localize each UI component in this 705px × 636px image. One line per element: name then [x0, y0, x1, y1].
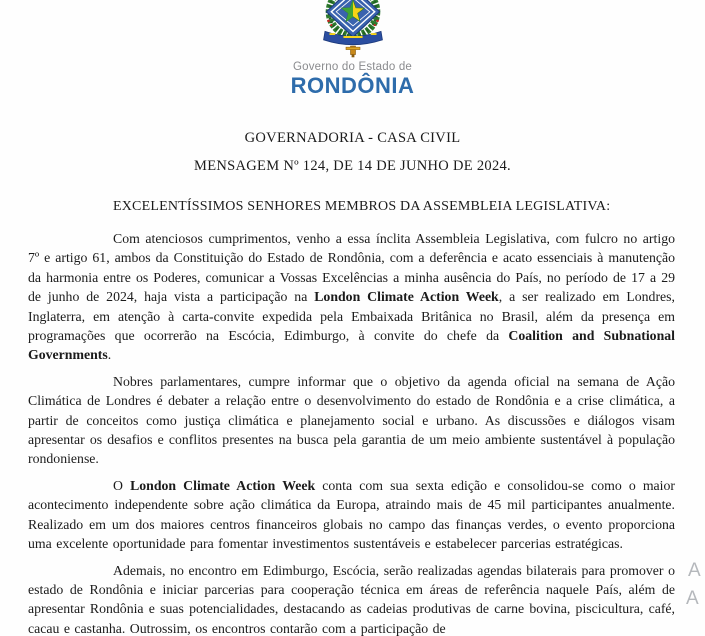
- document-body: [0, 229, 705, 636]
- body-paragraph: Nobres parlamentares, cumpre informar que o objetivo da agenda oficial na semana de Ação Climática de Londres é debater a relação entre o desenvolvimento do estado de Rondônia e a crise climática, a partir de conceitos como justiça climática e planejamento social e urbano. As discussões e diálogos visam apresentar os desafios e conflitos presentes na busca pela garantia de um meio ambiente sustentável à população rondoniense.: [28, 373, 675, 467]
- letterhead: [0, 0, 705, 98]
- body-paragraph: Ademais, no encontro em Edimburgo, Escócia, serão realizadas agendas bilaterais para promover o estado de Rondônia e iniciar parcerias para cooperação técnica em áreas de referência naquele País, além de apresentar Rondônia e suas potencialidades, destacando as cadeias produtivas de carne bovina, piscicultura, café, cacau e castanha. Outrossim, os encontros contarão com a participação de: [28, 562, 675, 636]
- department-title: GOVERNADORIA - CASA CIVIL: [244, 130, 461, 146]
- government-org-line: Governo do Estado de: [292, 61, 413, 73]
- body-paragraph: Com atenciosos cumprimentos, venho a essa ínclita Assembleia Legislativa, com fulcro no artigo 7º e artigo 61, ambos da Constituição do Estado de Rondônia, com a deferência e acato essenciais à manutenção da harmonia entre os Poderes, comunicar a Vossas Excelências a minha ausência do País, no período de 17 a 29 de junho de 2024, haja vista a participação na London Climate Action Week, a ser realizado em Londres, Inglaterra, em atenção à carta-convite expedida pela Embaixada Britânica no Brasil, além da presença em programações que ocorrerão na Escócia, Edimburgo, à convite do chefe da Coalition and Subnational Governments.: [28, 231, 675, 363]
- document-heading: [0, 124, 705, 180]
- state-name: RONDÔNIA: [290, 73, 415, 98]
- watermark-fragment: A: [686, 588, 699, 609]
- salutation: EXCELENTÍSSIMOS SENHORES MEMBROS DA ASSEMBLEIA LEGISLATIVA:: [113, 199, 611, 214]
- body-paragraph: O London Climate Action Week conta com sua sexta edição e consolidou-se como o maior acontecimento independente sobre ação climática da Europa, atraindo mais de 45 mil participantes anualmente. Realizado em um dos maiores centros financeiros globais no campo das finanças verdes, o evento proporciona uma excelente oportunidade para fomentar investimentos sustentáveis e estabelecer parcerias estratégicas.: [28, 477, 675, 552]
- rondonia-coat-of-arms-icon: [0, 0, 705, 58]
- watermark-fragment: A: [688, 560, 701, 581]
- message-number-title: MENSAGEM Nº 124, DE 14 DE JUNHO DE 2024.: [194, 158, 511, 174]
